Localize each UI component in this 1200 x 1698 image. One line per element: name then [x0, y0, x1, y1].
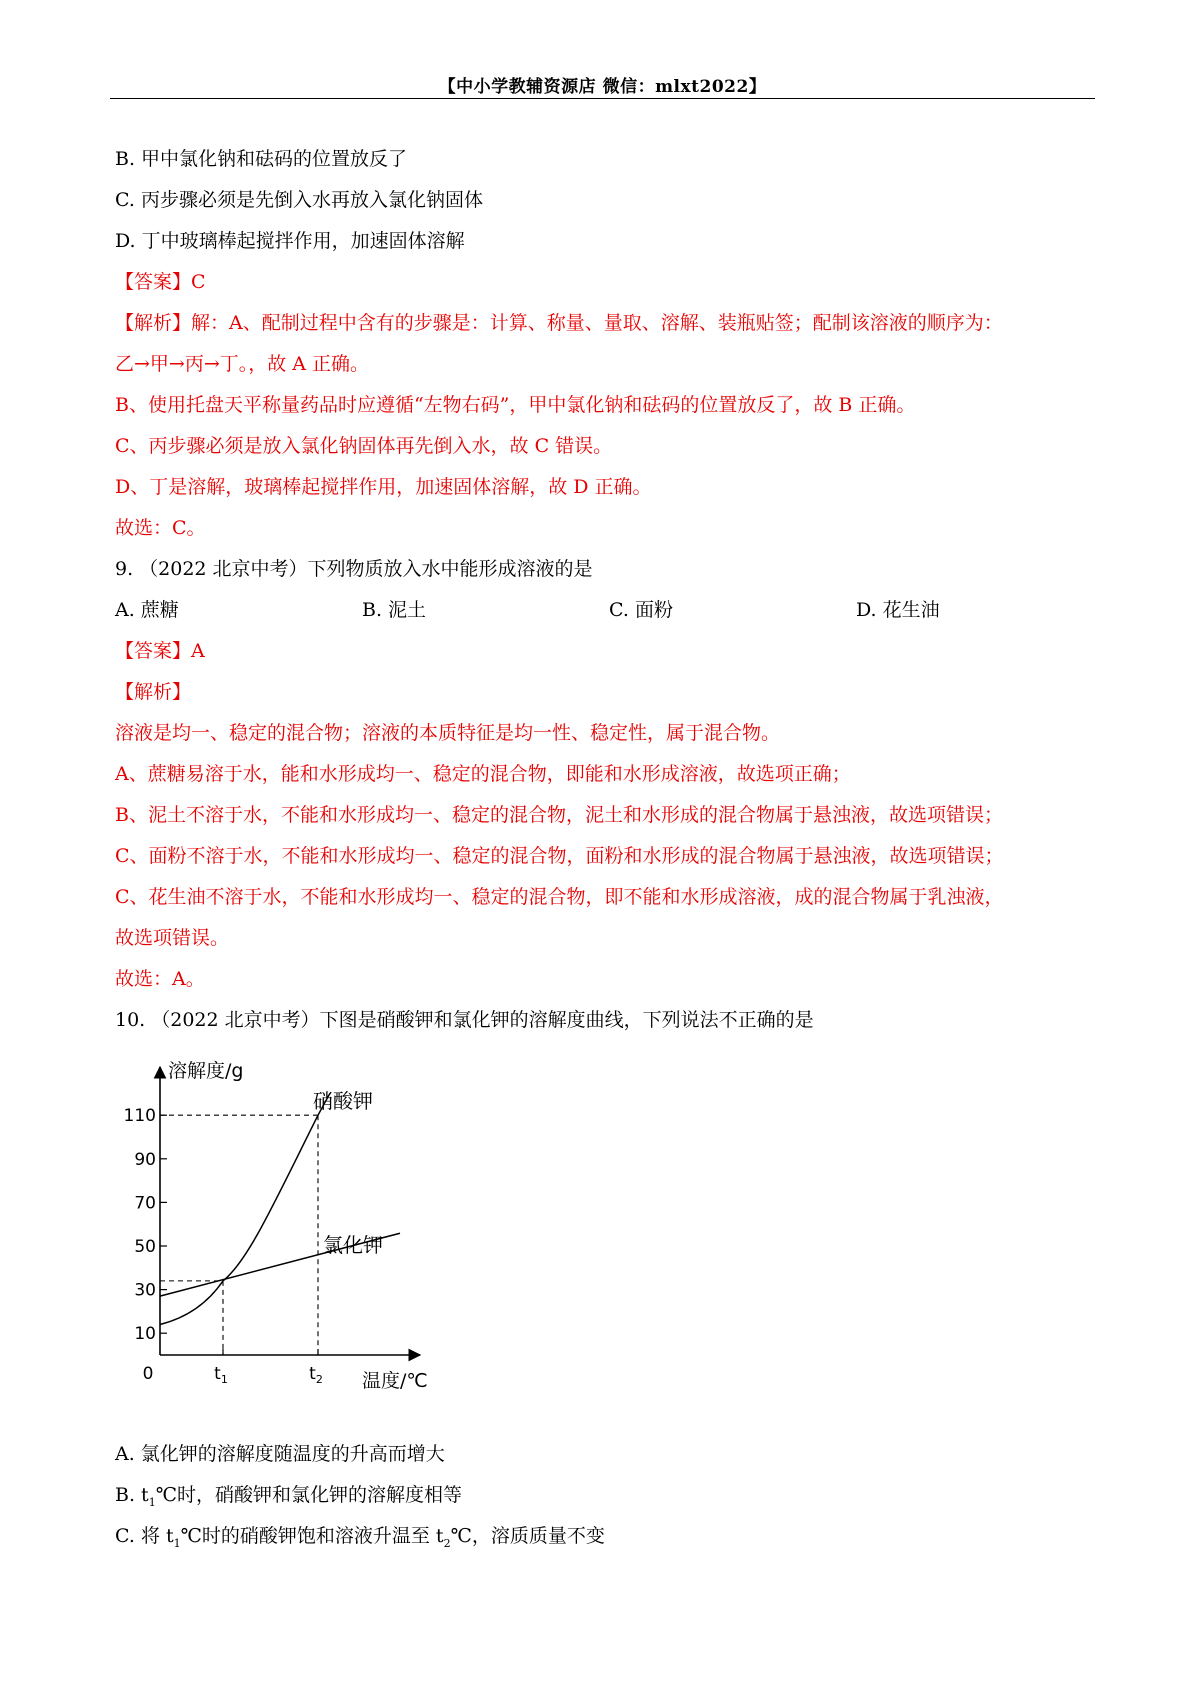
series-label-kcl: 氯化钾 [323, 1233, 383, 1257]
q10-option-c: C. 将 $t_1℃$时的硝酸钾饱和溶液升温至 $t_2℃$，溶质质量不变 [115, 1525, 605, 1550]
q8-option-b: B. 甲中氯化钠和砝码的位置放反了 [115, 148, 408, 170]
chart-curves [160, 1093, 400, 1324]
chart-axes [160, 1067, 420, 1355]
q9-conclusion: 故选：A。 [115, 968, 205, 990]
x-axis-title: 温度/℃ [362, 1370, 428, 1392]
q9-stem: 9. （2022 北京中考）下列物质放入水中能形成溶液的是 [115, 558, 593, 580]
chart-guide-lines [160, 1115, 318, 1355]
q10-stem: 10. （2022 北京中考）下图是硝酸钾和氯化钾的溶解度曲线，下列说法不正确的是 [115, 1009, 814, 1031]
q10-option-b: B. $t_1℃$时，硝酸钾和氯化钾的溶解度相等 [115, 1484, 462, 1509]
q8-conclusion: 故选：C。 [115, 517, 206, 539]
q9-analysis-1: 溶液是均一、稳定的混合物；溶液的本质特征是均一性、稳定性，属于混合物。 [115, 722, 781, 744]
y-tick-label: 70 [134, 1193, 156, 1214]
q8-analysis-5: D、丁是溶解，玻璃棒起搅拌作用，加速固体溶解，故 D 正确。 [115, 476, 652, 498]
chart-labels [124, 1060, 428, 1392]
header-rule [110, 98, 1095, 99]
q8-analysis-3: B、使用托盘天平称量药品时应遵循“左物右码”，甲中氯化钠和砝码的位置放反了，故 B 正确。 [115, 394, 916, 416]
y-tick-label: 50 [134, 1237, 156, 1257]
q8-analysis-1: 【解析】解：A、配制过程中含有的步骤是：计算、称量、量取、溶解、装瓶贴签；配制该溶液的顺序为： [115, 312, 1003, 334]
q8-analysis-2: 乙→甲→丙→丁。，故 A 正确。 [115, 353, 370, 375]
q9-option-c: C. 面粉 [609, 599, 673, 621]
solubility-chart [110, 1055, 470, 1415]
q10-option-a: A. 氯化钾的溶解度随温度的升高而增大 [115, 1443, 445, 1465]
y-tick-label: 110 [123, 1106, 156, 1127]
q8-option-c: C. 丙步骤必须是先倒入水再放入氯化钠固体 [115, 189, 483, 211]
q8-analysis-4: C、丙步骤必须是放入氯化钠固体再先倒入水，故 C 错误。 [115, 435, 613, 457]
q9-analysis-title: 【解析】 [115, 681, 192, 703]
y-tick-label: 10 [134, 1324, 156, 1345]
q8-option-d: D. 丁中玻璃棒起搅拌作用，加速固体溶解 [115, 230, 465, 252]
q9-analysis-3: B、泥土不溶于水，不能和水形成均一、稳定的混合物，泥土和水形成的混合物属于悬浊液，故选项错误； [115, 804, 1003, 826]
q9-option-a: A. 蔗糖 [115, 599, 179, 621]
x-tick-label: $t_1$ [214, 1364, 228, 1386]
q9-analysis-6: 故选项错误。 [115, 927, 230, 949]
q8-answer: 【答案】C [115, 271, 206, 293]
origin-label: 0 [142, 1364, 154, 1384]
y-tick-label: 30 [134, 1280, 156, 1301]
q9-answer: 【答案】A [115, 640, 205, 662]
q9-option-d: D. 花生油 [856, 599, 940, 621]
q9-option-b: B. 泥土 [362, 599, 427, 621]
q9-analysis-2: A、蔗糖易溶于水，能和水形成均一、稳定的混合物，即能和水形成溶液，故选项正确； [115, 763, 851, 785]
x-tick-label: $t_2$ [309, 1364, 323, 1386]
q9-analysis-5: C、花生油不溶于水，不能和水形成均一、稳定的混合物，即不能和水形成溶液，成的混合物属于乳浊液， [115, 886, 1004, 908]
document-header: 【中小学教辅资源店 微信：mlxt2022】 [438, 77, 767, 97]
q9-analysis-4: C、面粉不溶于水，不能和水形成均一、稳定的混合物，面粉和水形成的混合物属于悬浊液，故选项错误； [115, 845, 1004, 867]
series-label-kno3: 硝酸钾 [313, 1089, 373, 1113]
y-axis-title: 溶解度/g [168, 1060, 244, 1082]
y-tick-label: 90 [134, 1149, 156, 1170]
